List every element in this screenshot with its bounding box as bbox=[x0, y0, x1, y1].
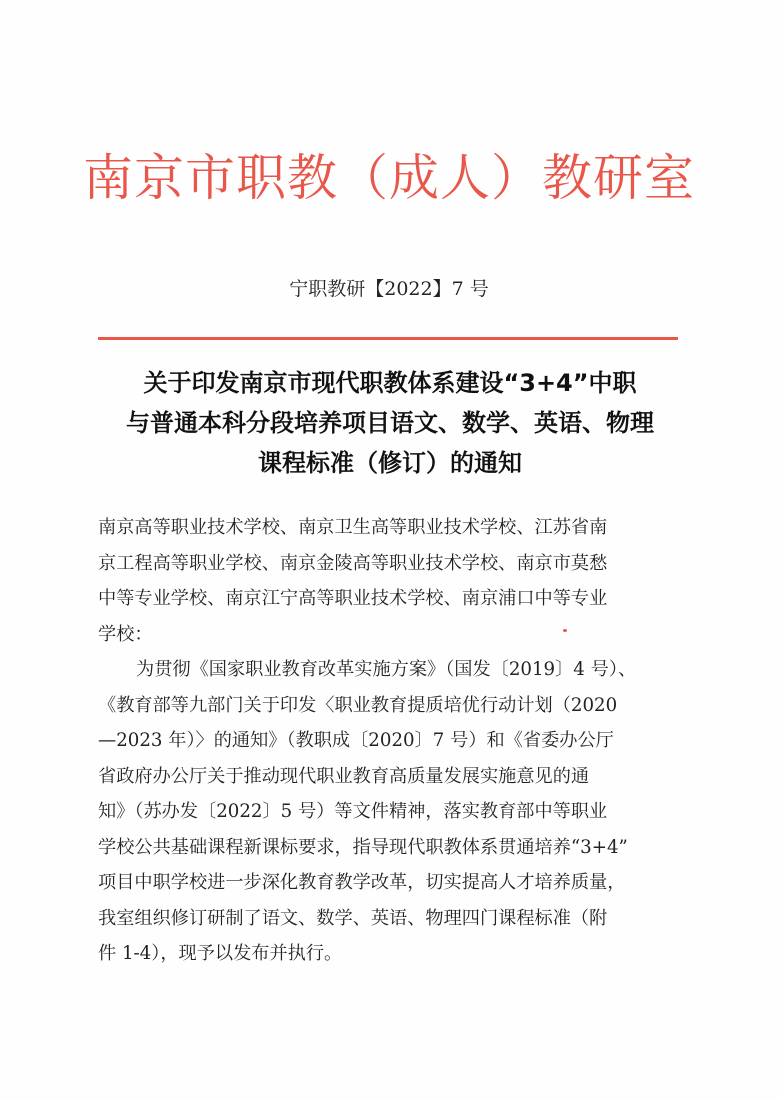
paragraph-line: 我室组织修订研制了语文、数学、英语、物理四门课程标准（附 bbox=[98, 907, 608, 929]
notice-body bbox=[98, 510, 688, 972]
paragraph-line: 《教育部等九部门关于印发〈职业教育提质培优行动计划（2020 bbox=[98, 694, 618, 716]
title-line: 关于印发南京市现代职教体系建设“3+4”中职 bbox=[143, 369, 637, 397]
paragraph-line: —2023 年）〉的通知》（教职成〔2020〕7 号）和《省委办公厅 bbox=[98, 730, 614, 751]
title-line: 与普通本科分段培养项目语文、数学、英语、物理 bbox=[126, 409, 654, 437]
recipient-line: 学校： bbox=[98, 623, 153, 645]
scan-mark bbox=[563, 629, 567, 632]
notice-title bbox=[90, 363, 690, 483]
red-separator-line bbox=[98, 337, 678, 340]
paragraph-line: 学校公共基础课程新课标要求，指导现代职教体系贯通培养“3+4” bbox=[98, 836, 628, 858]
recipient-list bbox=[98, 510, 688, 652]
body-paragraph bbox=[98, 652, 688, 972]
issuing-organization-header: 南京市职教（成人）教研室 bbox=[83, 149, 695, 207]
recipient-line: 南京高等职业技术学校、南京卫生高等职业技术学校、江苏省南 bbox=[98, 517, 608, 538]
paragraph-line: 件 1-4），现予以发布并执行。 bbox=[98, 943, 343, 964]
recipient-line: 京工程高等职业学校、南京金陵高等职业技术学校、南京市莫愁 bbox=[98, 552, 608, 574]
title-line: 课程标准（修订）的通知 bbox=[258, 449, 522, 477]
paragraph-line: 知》（苏办发〔2022〕5 号）等文件精神，落实教育部中等职业 bbox=[98, 801, 608, 822]
paragraph-line: 省政府办公厅关于推动现代职业教育高质量发展实施意见的通 bbox=[98, 765, 590, 787]
document-number: 宁职教研【2022】7 号 bbox=[289, 278, 489, 300]
paragraph-line: 项目中职学校进一步深化教育教学改革，切实提高人才培养质量， bbox=[98, 872, 626, 893]
paragraph-line: 为贯彻《国家职业教育改革实施方案》（国发〔2019〕4 号）、 bbox=[136, 659, 637, 680]
recipient-line: 中等专业学校、南京江宁高等职业技术学校、南京浦口中等专业 bbox=[98, 588, 608, 609]
